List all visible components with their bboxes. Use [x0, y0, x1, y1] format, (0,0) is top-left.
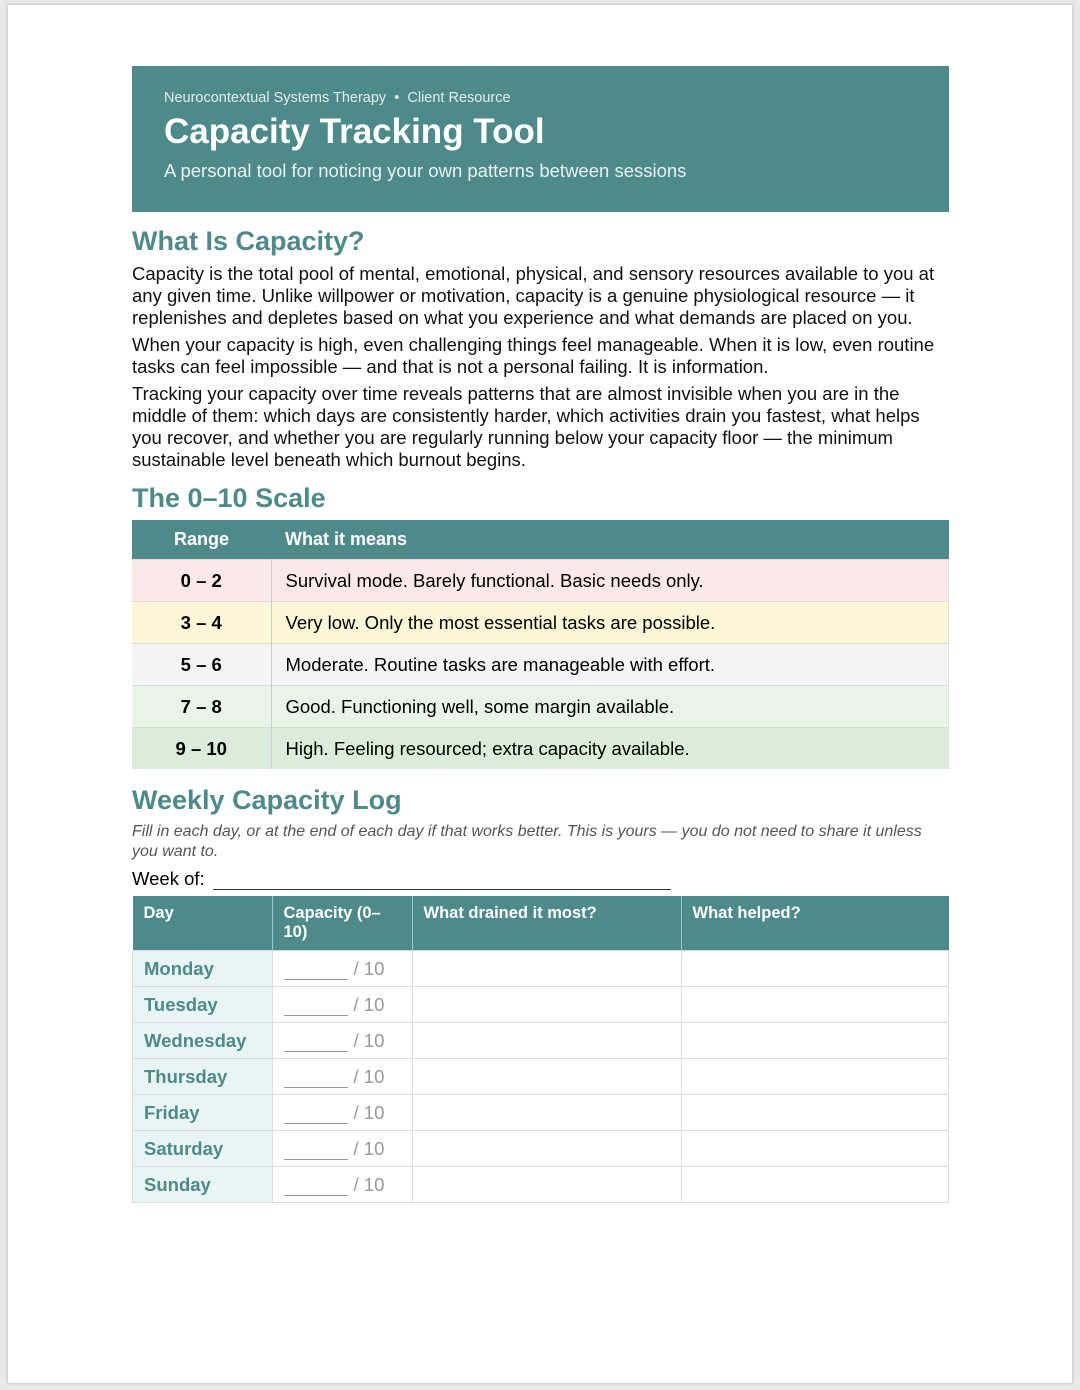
week-of-field[interactable] — [132, 868, 949, 890]
column-header-helped: What helped? — [681, 896, 949, 951]
day-cell: Tuesday — [133, 987, 273, 1023]
kicker — [164, 90, 917, 106]
day-cell: Saturday — [133, 1131, 273, 1167]
drained-input-cell[interactable] — [412, 951, 681, 987]
range-cell: 5 – 6 — [132, 644, 271, 686]
capacity-input-cell[interactable] — [272, 1095, 412, 1131]
scale-row — [132, 644, 949, 686]
helped-input-cell[interactable] — [681, 1131, 949, 1167]
scale-row — [132, 728, 949, 770]
out-of-ten: / 10 — [353, 1029, 385, 1051]
drained-input-cell[interactable] — [412, 1059, 681, 1095]
helped-input-cell[interactable] — [681, 987, 949, 1023]
meaning-cell: Survival mode. Barely functional. Basic needs only. — [271, 560, 949, 602]
day-cell: Monday — [133, 951, 273, 987]
drained-input-cell[interactable] — [412, 1023, 681, 1059]
scale-row — [132, 560, 949, 602]
log-row — [133, 951, 949, 987]
meaning-cell: Very low. Only the most essential tasks are possible. — [271, 602, 949, 644]
drained-input-cell[interactable] — [412, 1167, 681, 1203]
section-heading-log: Weekly Capacity Log — [132, 785, 402, 815]
capacity-input-cell[interactable] — [272, 1131, 412, 1167]
out-of-ten: / 10 — [353, 957, 385, 979]
capacity-blank[interactable] — [284, 1071, 348, 1088]
log-row — [133, 1059, 949, 1095]
scale-row — [132, 602, 949, 644]
paragraph: Capacity is the total pool of mental, emotional, physical, and sensory resources available to you at any given time. Unlike willpower or motivation, capacity is a genuine physiological resource — it replenishes and depletes based on what you experience and what demands are placed on you. — [132, 263, 935, 328]
out-of-ten: / 10 — [353, 1065, 385, 1087]
day-cell: Thursday — [133, 1059, 273, 1095]
capacity-blank[interactable] — [284, 999, 348, 1016]
section-heading-capacity: What Is Capacity? — [132, 226, 365, 256]
day-cell: Sunday — [133, 1167, 273, 1203]
page-title: Capacity Tracking Tool — [164, 112, 545, 151]
log-row — [133, 1131, 949, 1167]
helped-input-cell[interactable] — [681, 1023, 949, 1059]
document-page — [8, 5, 1072, 1383]
week-of-label: Week of: — [132, 868, 205, 889]
log-row — [133, 1095, 949, 1131]
capacity-input-cell[interactable] — [272, 951, 412, 987]
week-of-input-line[interactable] — [213, 871, 671, 890]
log-row — [133, 987, 949, 1023]
section-heading-scale: The 0–10 Scale — [132, 483, 326, 513]
helped-input-cell[interactable] — [681, 951, 949, 987]
helped-input-cell[interactable] — [681, 1095, 949, 1131]
capacity-blank[interactable] — [284, 1143, 348, 1160]
scale-row — [132, 686, 949, 728]
drained-input-cell[interactable] — [412, 1131, 681, 1167]
meaning-cell: Good. Functioning well, some margin available. — [271, 686, 949, 728]
paragraph: When your capacity is high, even challenging things feel manageable. When it is low, even routine tasks can feel impossible — and that is not a personal failing. It is information. — [132, 334, 935, 377]
capacity-blank[interactable] — [284, 1035, 348, 1052]
capacity-input-cell[interactable] — [272, 987, 412, 1023]
capacity-input-cell[interactable] — [272, 1167, 412, 1203]
capacity-blank[interactable] — [284, 1107, 348, 1124]
range-cell: 0 – 2 — [132, 560, 271, 602]
capacity-input-cell[interactable] — [272, 1023, 412, 1059]
helped-input-cell[interactable] — [681, 1059, 949, 1095]
log-row — [133, 1167, 949, 1203]
column-header-meaning: What it means — [271, 520, 949, 560]
column-header-capacity: Capacity (0–10) — [272, 896, 412, 951]
meaning-cell: Moderate. Routine tasks are manageable with effort. — [271, 644, 949, 686]
meaning-cell: High. Feeling resourced; extra capacity available. — [271, 728, 949, 770]
range-cell: 7 – 8 — [132, 686, 271, 728]
out-of-ten: / 10 — [353, 993, 385, 1015]
column-header-day: Day — [133, 896, 273, 951]
capacity-blank[interactable] — [284, 963, 348, 980]
org-name: Neurocontextual Systems Therapy — [164, 90, 387, 106]
day-cell: Wednesday — [133, 1023, 273, 1059]
out-of-ten: / 10 — [353, 1173, 385, 1195]
log-instructions: Fill in each day, or at the end of each day if that works better. This is yours — you do not need to share it unless you want to. — [132, 823, 922, 860]
out-of-ten: / 10 — [353, 1101, 385, 1123]
day-cell: Friday — [133, 1095, 273, 1131]
paragraph: Tracking your capacity over time reveals patterns that are almost invisible when you are in the middle of them: which days are consistently harder, which activities drain you fastest, what helps you recover, and whether you are regularly running below your capacity floor — the minimum sustainable level beneath which burnout begins. — [132, 383, 920, 470]
drained-input-cell[interactable] — [412, 1095, 681, 1131]
capacity-blank[interactable] — [284, 1179, 348, 1196]
weekly-log-table — [132, 896, 949, 1203]
column-header-range: Range — [132, 520, 271, 560]
title-banner — [132, 66, 949, 212]
drained-input-cell[interactable] — [412, 987, 681, 1023]
out-of-ten: / 10 — [353, 1137, 385, 1159]
capacity-input-cell[interactable] — [272, 1059, 412, 1095]
scale-table — [132, 520, 949, 769]
log-row — [133, 1023, 949, 1059]
column-header-drained: What drained it most? — [412, 896, 681, 951]
resource-label: Client Resource — [407, 90, 511, 106]
range-cell: 3 – 4 — [132, 602, 271, 644]
bullet-separator: • — [394, 90, 400, 106]
helped-input-cell[interactable] — [681, 1167, 949, 1203]
page-subtitle: A personal tool for noticing your own patterns between sessions — [164, 160, 687, 181]
range-cell: 9 – 10 — [132, 728, 271, 770]
